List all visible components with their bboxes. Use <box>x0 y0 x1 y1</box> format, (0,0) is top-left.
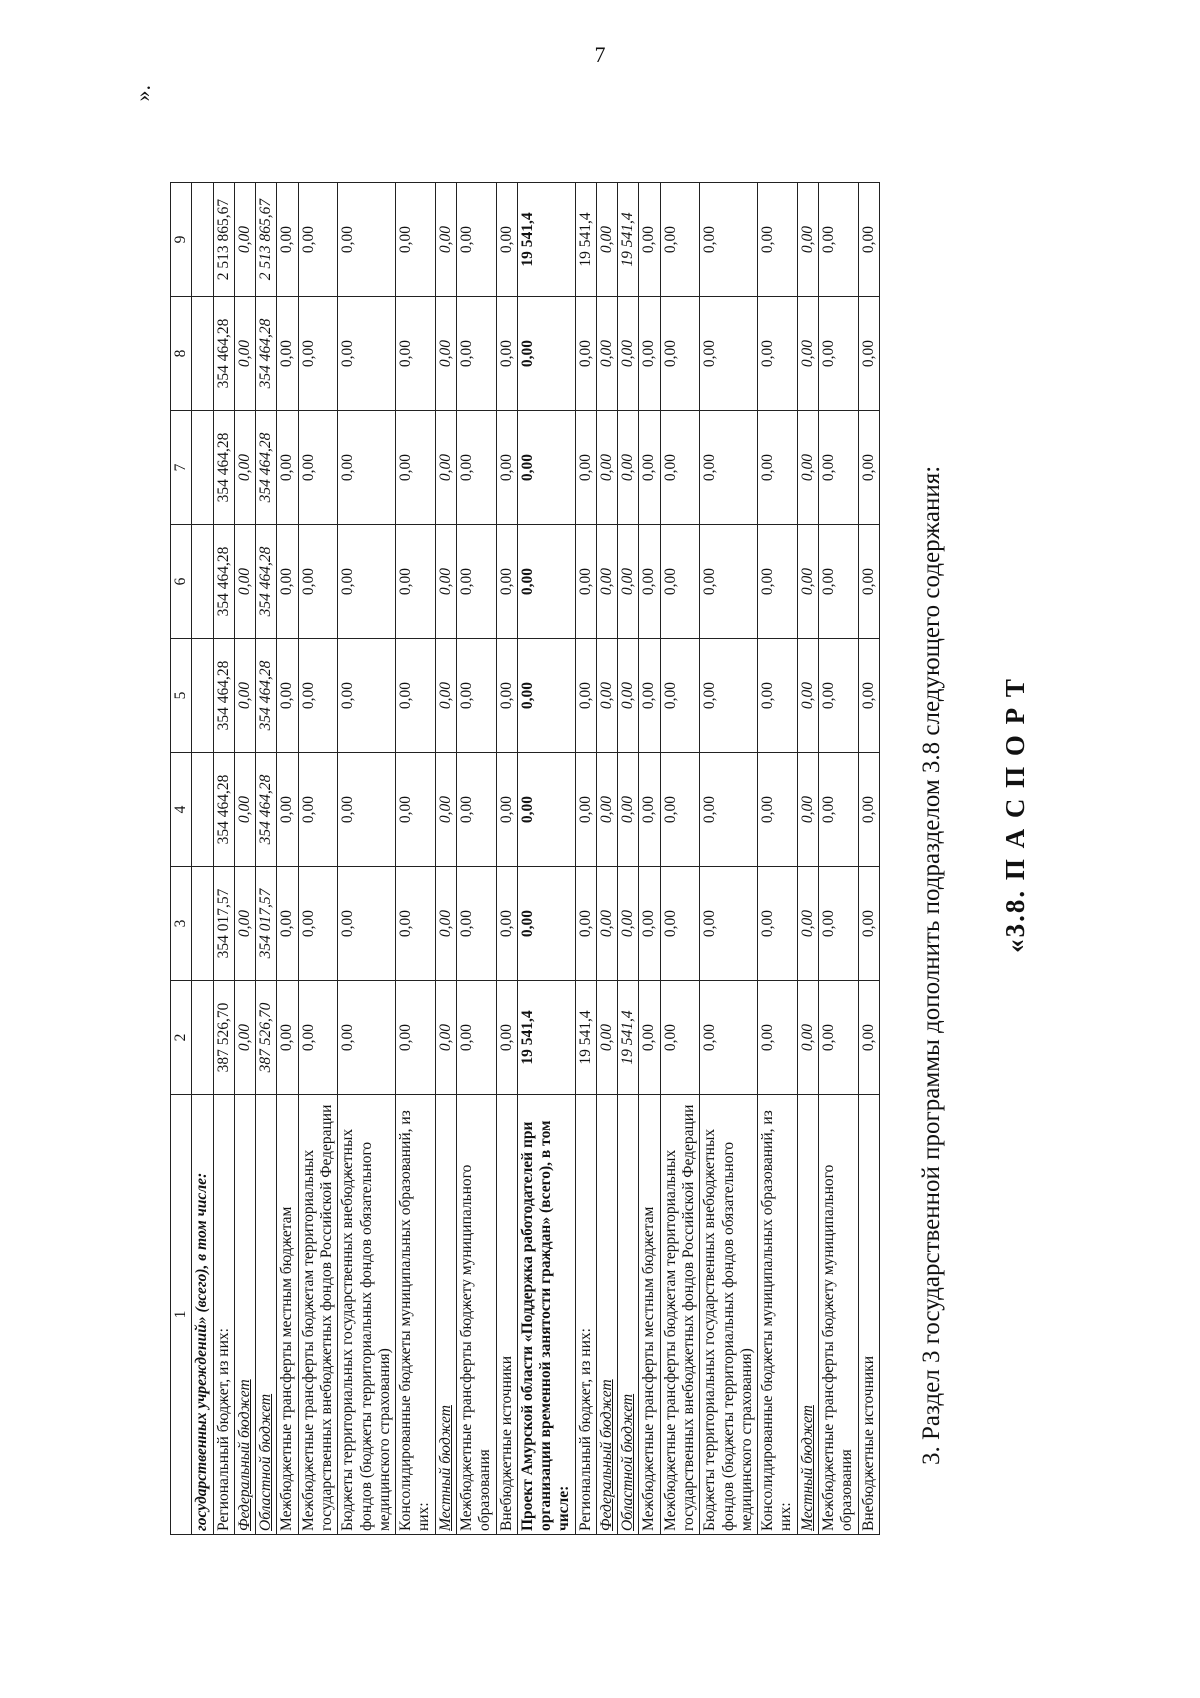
value-cell: 0,00 <box>277 981 298 1095</box>
value-cell: 0,00 <box>435 525 456 639</box>
value-cell: 0,00 <box>758 867 798 981</box>
column-number-cell: 5 <box>171 639 192 753</box>
table-row <box>660 183 700 1535</box>
value-cell: 0,00 <box>858 411 879 525</box>
value-cell: 0,00 <box>496 411 517 525</box>
value-cell: 0,00 <box>797 297 818 411</box>
value-cell: 0,00 <box>618 297 639 411</box>
value-cell: 0,00 <box>234 411 255 525</box>
value-cell: 0,00 <box>639 753 660 867</box>
value-cell: 19 541,4 <box>618 981 639 1095</box>
table-row <box>797 183 818 1535</box>
table-row <box>858 183 879 1535</box>
table-row <box>256 183 277 1535</box>
value-cell: 0,00 <box>234 525 255 639</box>
table-row <box>435 183 456 1535</box>
value-cell: 0,00 <box>496 525 517 639</box>
row-label: Межбюджетные трансферты бюджетам территориальных государственных внебюджетных фондов Российской Федерации <box>660 1095 700 1535</box>
value-cell <box>192 183 213 297</box>
row-label: государственных учреждений» (всего), в том числе: <box>192 1095 213 1535</box>
clause-text: 3. Раздел 3 государственной программы дополнить подразделом 3.8 следующего содержания: <box>918 465 945 1465</box>
row-label: Региональный бюджет, из них: <box>213 1095 234 1535</box>
value-cell <box>192 753 213 867</box>
value-cell: 0,00 <box>456 867 496 981</box>
value-cell: 0,00 <box>660 639 700 753</box>
value-cell: 2 513 865,67 <box>256 183 277 297</box>
value-cell: 0,00 <box>639 981 660 1095</box>
value-cell: 0,00 <box>596 981 617 1095</box>
table-row <box>338 183 396 1535</box>
value-cell: 0,00 <box>517 867 575 981</box>
value-cell: 0,00 <box>298 639 338 753</box>
value-cell: 0,00 <box>338 753 396 867</box>
value-cell: 0,00 <box>660 753 700 867</box>
closing-quote: ». <box>130 85 155 102</box>
value-cell: 0,00 <box>338 411 396 525</box>
value-cell: 354 464,28 <box>213 753 234 867</box>
column-number-cell: 1 <box>171 1095 192 1535</box>
value-cell: 0,00 <box>700 753 758 867</box>
value-cell: 0,00 <box>596 297 617 411</box>
column-number-cell: 9 <box>171 183 192 297</box>
table-row <box>700 183 758 1535</box>
value-cell: 0,00 <box>338 525 396 639</box>
row-label: Федеральный бюджет <box>234 1095 255 1535</box>
value-cell: 0,00 <box>596 867 617 981</box>
value-cell: 0,00 <box>575 639 596 753</box>
value-cell: 0,00 <box>797 183 818 297</box>
value-cell: 0,00 <box>858 753 879 867</box>
value-cell: 0,00 <box>596 183 617 297</box>
row-label: Консолидированные бюджеты муниципальных образований, из них: <box>396 1095 436 1535</box>
value-cell: 0,00 <box>517 753 575 867</box>
value-cell: 0,00 <box>858 639 879 753</box>
value-cell: 0,00 <box>435 411 456 525</box>
value-cell: 0,00 <box>819 867 859 981</box>
value-cell: 0,00 <box>298 867 338 981</box>
value-cell: 0,00 <box>456 981 496 1095</box>
value-cell: 0,00 <box>456 411 496 525</box>
value-cell: 0,00 <box>660 981 700 1095</box>
value-cell: 0,00 <box>496 981 517 1095</box>
value-cell: 0,00 <box>298 411 338 525</box>
value-cell <box>192 981 213 1095</box>
value-cell: 0,00 <box>700 639 758 753</box>
value-cell: 354 464,28 <box>213 411 234 525</box>
value-cell: 0,00 <box>277 867 298 981</box>
value-cell: 0,00 <box>700 297 758 411</box>
value-cell: 0,00 <box>819 981 859 1095</box>
table-row <box>819 183 859 1535</box>
value-cell: 354 464,28 <box>256 411 277 525</box>
table-row <box>575 183 596 1535</box>
row-label: Областной бюджет <box>618 1095 639 1535</box>
value-cell: 0,00 <box>338 981 396 1095</box>
value-cell <box>192 411 213 525</box>
value-cell: 0,00 <box>517 411 575 525</box>
value-cell: 0,00 <box>797 753 818 867</box>
value-cell: 0,00 <box>517 525 575 639</box>
row-label: Межбюджетные трансферты бюджету муниципального образования <box>456 1095 496 1535</box>
value-cell: 0,00 <box>819 639 859 753</box>
value-cell: 0,00 <box>596 525 617 639</box>
value-cell: 0,00 <box>456 297 496 411</box>
value-cell: 354 464,28 <box>213 639 234 753</box>
value-cell: 0,00 <box>858 981 879 1095</box>
value-cell: 0,00 <box>396 867 436 981</box>
value-cell: 0,00 <box>575 297 596 411</box>
value-cell: 0,00 <box>396 639 436 753</box>
value-cell: 0,00 <box>435 297 456 411</box>
value-cell <box>192 639 213 753</box>
table-row <box>456 183 496 1535</box>
value-cell: 0,00 <box>575 411 596 525</box>
value-cell: 0,00 <box>298 981 338 1095</box>
value-cell: 0,00 <box>575 525 596 639</box>
value-cell: 0,00 <box>700 867 758 981</box>
value-cell: 19 541,4 <box>618 183 639 297</box>
value-cell: 0,00 <box>858 297 879 411</box>
value-cell: 0,00 <box>396 411 436 525</box>
table-row <box>234 183 255 1535</box>
value-cell: 0,00 <box>277 297 298 411</box>
value-cell: 354 017,57 <box>256 867 277 981</box>
value-cell: 0,00 <box>396 753 436 867</box>
value-cell: 354 464,28 <box>213 525 234 639</box>
value-cell: 0,00 <box>639 183 660 297</box>
value-cell: 0,00 <box>396 297 436 411</box>
value-cell: 0,00 <box>639 639 660 753</box>
value-cell: 0,00 <box>575 753 596 867</box>
row-label: Межбюджетные трансферты бюджетам территориальных государственных внебюджетных фондов Российской Федерации <box>298 1095 338 1535</box>
value-cell: 0,00 <box>456 525 496 639</box>
value-cell: 0,00 <box>797 867 818 981</box>
value-cell: 387 526,70 <box>213 981 234 1095</box>
table-row <box>496 183 517 1535</box>
value-cell: 0,00 <box>298 183 338 297</box>
value-cell: 0,00 <box>234 639 255 753</box>
table-row <box>639 183 660 1535</box>
value-cell: 0,00 <box>618 639 639 753</box>
value-cell: 0,00 <box>234 867 255 981</box>
value-cell: 0,00 <box>797 981 818 1095</box>
value-cell: 0,00 <box>858 867 879 981</box>
value-cell: 19 541,4 <box>517 183 575 297</box>
value-cell: 0,00 <box>758 639 798 753</box>
value-cell: 0,00 <box>435 753 456 867</box>
table-row <box>277 183 298 1535</box>
financing-table <box>170 182 880 1535</box>
value-cell: 0,00 <box>758 411 798 525</box>
value-cell: 0,00 <box>517 297 575 411</box>
table-row <box>298 183 338 1535</box>
row-label: Консолидированные бюджеты муниципальных образований, из них: <box>758 1095 798 1535</box>
value-cell: 0,00 <box>234 753 255 867</box>
value-cell: 0,00 <box>639 297 660 411</box>
value-cell: 0,00 <box>277 525 298 639</box>
table-row <box>517 183 575 1535</box>
value-cell: 0,00 <box>858 525 879 639</box>
table-row <box>758 183 798 1535</box>
value-cell: 0,00 <box>618 525 639 639</box>
value-cell: 0,00 <box>596 639 617 753</box>
row-label: Местный бюджет <box>797 1095 818 1535</box>
value-cell: 0,00 <box>234 981 255 1095</box>
column-number-cell: 7 <box>171 411 192 525</box>
section-heading: «3.8. П А С П О Р Т <box>1000 677 1030 953</box>
value-cell: 0,00 <box>797 411 818 525</box>
value-cell: 0,00 <box>639 867 660 981</box>
value-cell: 0,00 <box>277 639 298 753</box>
value-cell <box>192 297 213 411</box>
value-cell: 0,00 <box>700 525 758 639</box>
value-cell: 354 017,57 <box>213 867 234 981</box>
value-cell: 0,00 <box>819 525 859 639</box>
row-label: Местный бюджет <box>435 1095 456 1535</box>
value-cell: 0,00 <box>596 411 617 525</box>
table-row <box>192 183 213 1535</box>
column-number-cell: 8 <box>171 297 192 411</box>
value-cell: 0,00 <box>456 639 496 753</box>
value-cell: 387 526,70 <box>256 981 277 1095</box>
value-cell: 0,00 <box>234 183 255 297</box>
value-cell: 354 464,28 <box>256 639 277 753</box>
row-label: Внебюджетные источники <box>496 1095 517 1535</box>
value-cell: 19 541,4 <box>575 981 596 1095</box>
value-cell: 0,00 <box>758 753 798 867</box>
value-cell: 354 464,28 <box>213 297 234 411</box>
value-cell: 0,00 <box>435 981 456 1095</box>
value-cell: 0,00 <box>435 867 456 981</box>
value-cell: 0,00 <box>819 411 859 525</box>
value-cell: 0,00 <box>819 753 859 867</box>
page-number: 7 <box>594 42 606 67</box>
value-cell: 0,00 <box>496 867 517 981</box>
value-cell: 0,00 <box>618 411 639 525</box>
rotated-page-content <box>70 65 1170 1565</box>
value-cell: 0,00 <box>660 525 700 639</box>
table-row <box>213 183 234 1535</box>
value-cell: 0,00 <box>338 639 396 753</box>
value-cell: 0,00 <box>596 753 617 867</box>
value-cell: 354 464,28 <box>256 297 277 411</box>
value-cell: 0,00 <box>496 297 517 411</box>
value-cell: 0,00 <box>797 525 818 639</box>
value-cell: 0,00 <box>575 867 596 981</box>
value-cell: 0,00 <box>758 525 798 639</box>
row-label: Федеральный бюджет <box>596 1095 617 1535</box>
value-cell: 0,00 <box>496 183 517 297</box>
value-cell: 0,00 <box>618 753 639 867</box>
value-cell: 0,00 <box>277 183 298 297</box>
value-cell: 0,00 <box>338 297 396 411</box>
table-row <box>596 183 617 1535</box>
value-cell: 0,00 <box>819 297 859 411</box>
row-label: Областной бюджет <box>256 1095 277 1535</box>
value-cell: 0,00 <box>797 639 818 753</box>
value-cell: 0,00 <box>298 297 338 411</box>
value-cell: 0,00 <box>517 639 575 753</box>
value-cell: 0,00 <box>660 183 700 297</box>
value-cell: 0,00 <box>456 183 496 297</box>
value-cell: 0,00 <box>858 183 879 297</box>
value-cell: 0,00 <box>496 753 517 867</box>
value-cell: 0,00 <box>234 297 255 411</box>
value-cell: 19 541,4 <box>575 183 596 297</box>
value-cell: 354 464,28 <box>256 525 277 639</box>
value-cell: 0,00 <box>819 183 859 297</box>
value-cell: 0,00 <box>298 525 338 639</box>
value-cell: 0,00 <box>660 297 700 411</box>
value-cell: 0,00 <box>435 183 456 297</box>
row-label: Региональный бюджет, из них: <box>575 1095 596 1535</box>
row-label: Внебюджетные источники <box>858 1095 879 1535</box>
value-cell: 0,00 <box>618 867 639 981</box>
row-label: Проект Амурской области «Поддержка работодателей при организации временной занятости граждан» (всего), в том числе: <box>517 1095 575 1535</box>
value-cell: 2 513 865,67 <box>213 183 234 297</box>
table-row <box>396 183 436 1535</box>
value-cell: 0,00 <box>277 411 298 525</box>
table-header-row <box>171 183 192 1535</box>
value-cell: 0,00 <box>660 411 700 525</box>
value-cell <box>192 525 213 639</box>
value-cell: 0,00 <box>338 183 396 297</box>
value-cell: 0,00 <box>758 981 798 1095</box>
value-cell: 354 464,28 <box>256 753 277 867</box>
value-cell <box>192 867 213 981</box>
row-label: Межбюджетные трансферты местным бюджетам <box>277 1095 298 1535</box>
value-cell: 0,00 <box>298 753 338 867</box>
value-cell: 19 541,4 <box>517 981 575 1095</box>
value-cell: 0,00 <box>700 981 758 1095</box>
value-cell: 0,00 <box>277 753 298 867</box>
value-cell: 0,00 <box>396 183 436 297</box>
value-cell: 0,00 <box>338 867 396 981</box>
value-cell: 0,00 <box>456 753 496 867</box>
table-row <box>618 183 639 1535</box>
column-number-cell: 2 <box>171 981 192 1095</box>
value-cell: 0,00 <box>660 867 700 981</box>
value-cell: 0,00 <box>396 525 436 639</box>
value-cell: 0,00 <box>758 297 798 411</box>
column-number-cell: 4 <box>171 753 192 867</box>
value-cell: 0,00 <box>758 183 798 297</box>
row-label: Межбюджетные трансферты местным бюджетам <box>639 1095 660 1535</box>
value-cell: 0,00 <box>639 525 660 639</box>
value-cell: 0,00 <box>496 639 517 753</box>
value-cell: 0,00 <box>396 981 436 1095</box>
value-cell: 0,00 <box>700 183 758 297</box>
value-cell: 0,00 <box>639 411 660 525</box>
value-cell: 0,00 <box>435 639 456 753</box>
column-number-cell: 3 <box>171 867 192 981</box>
row-label: Межбюджетные трансферты бюджету муниципального образования <box>819 1095 859 1535</box>
column-number-cell: 6 <box>171 525 192 639</box>
row-label: Бюджеты территориальных государственных внебюджетных фондов (бюджеты территориальных фондов обязательного медицинского страхования) <box>700 1095 758 1535</box>
value-cell: 0,00 <box>700 411 758 525</box>
row-label: Бюджеты территориальных государственных внебюджетных фондов (бюджеты территориальных фондов обязательного медицинского страхования) <box>338 1095 396 1535</box>
